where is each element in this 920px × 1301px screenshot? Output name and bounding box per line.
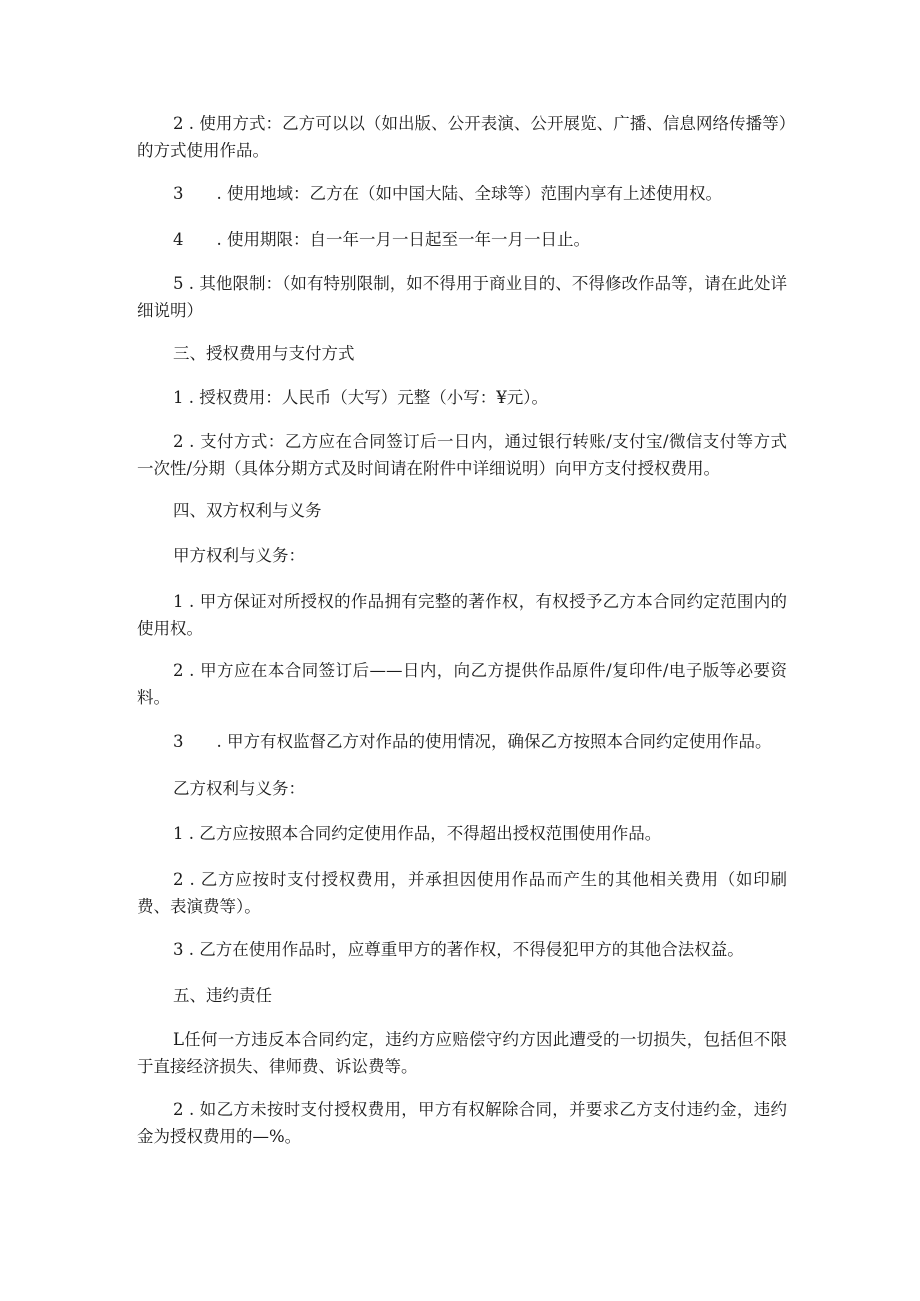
clause-party-b-3: 3 . 乙方在使用作品时，应尊重甲方的著作权，不得侵犯甲方的其他合法权益。 <box>173 940 744 959</box>
clause-party-a-1: 1 . 甲方保证对所授权的作品拥有完整的著作权，有权授予乙方本合同约定范围内的使用权。 <box>137 592 787 638</box>
section-3-heading: 三、授权费用与支付方式 <box>173 344 355 363</box>
clause-party-a-3: 3 . 甲方有权监督乙方对作品的使用情况，确保乙方按照本合同约定使用作品。 <box>173 732 772 751</box>
clause-other-limits: 5 . 其他限制：（如有特别限制，如不得用于商业目的、不得修改作品等，请在此处详细说明） <box>137 274 787 320</box>
clause-breach-2: 2 . 如乙方未按时支付授权费用，甲方有权解除合同，并要求乙方支付违约金，违约金为授权费用的—%。 <box>137 1100 787 1146</box>
clause-party-a-2: 2 . 甲方应在本合同签订后——日内，向乙方提供作品原件/复印件/电子版等必要资料。 <box>137 661 787 707</box>
clause-license-fee: 1 . 授权费用：人民币（大写）元整（小写：¥元）。 <box>173 388 548 407</box>
clause-breach-1: L任何一方违反本合同约定，违约方应赔偿守约方因此遭受的一切损失，包括但不限于直接经济损失、律师费、诉讼费等。 <box>137 1030 787 1076</box>
clause-usage-method: 2 . 使用方式：乙方可以以（如出版、公开表演、公开展览、广播、信息网络传播等）的方式使用作品。 <box>137 114 787 160</box>
party-a-heading: 甲方权利与义务： <box>173 546 305 565</box>
clause-usage-region: 3 . 使用地域：乙方在（如中国大陆、全球等）范围内享有上述使用权。 <box>173 184 722 203</box>
clause-usage-period: 4 . 使用期限：自一年一月一日起至一年一月一日止。 <box>173 230 590 249</box>
clause-payment-method: 2 . 支付方式：乙方应在合同签订后一日内，通过银行转账/支付宝/微信支付等方式一次性/分期（具体分期方式及时间请在附件中详细说明）向甲方支付授权费用。 <box>137 432 787 478</box>
section-5-heading: 五、违约责任 <box>173 986 272 1005</box>
clause-party-b-1: 1 . 乙方应按照本合同约定使用作品，不得超出授权范围使用作品。 <box>173 824 662 843</box>
clause-party-b-2: 2 . 乙方应按时支付授权费用，并承担因使用作品而产生的其他相关费用（如印刷费、表演费等）。 <box>137 870 787 916</box>
party-b-heading: 乙方权利与义务： <box>173 779 305 798</box>
section-4-heading: 四、双方权利与义务 <box>173 501 322 520</box>
